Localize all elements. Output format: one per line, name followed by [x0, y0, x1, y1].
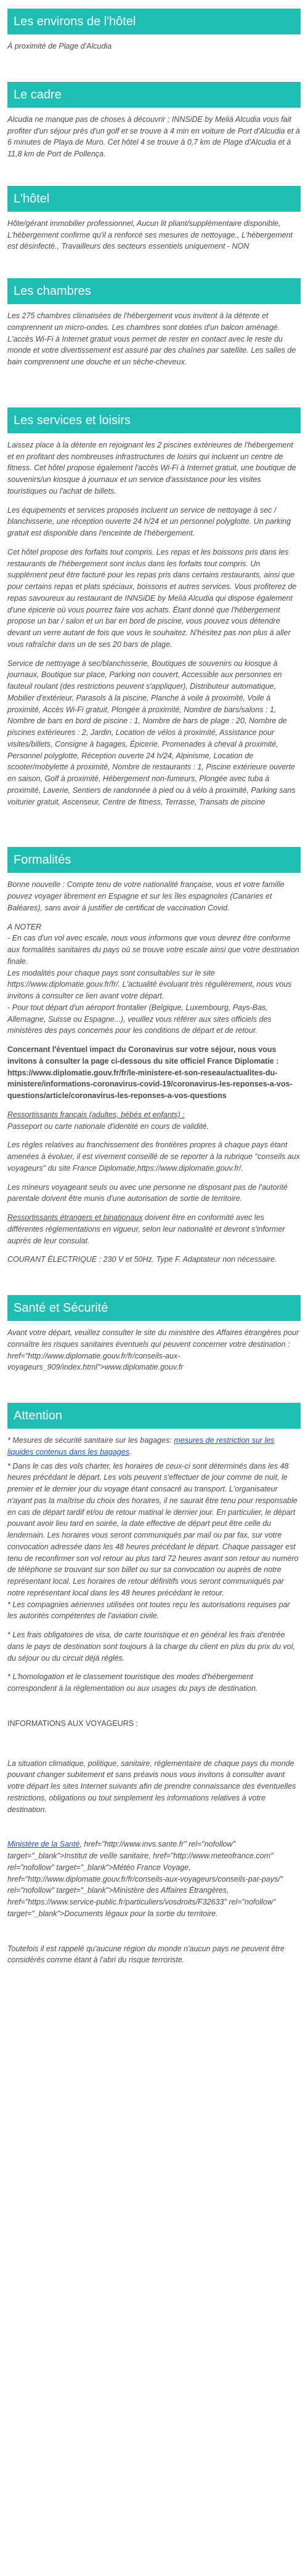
attention-terrorisme: Toutefois il est rappelé qu'aucune région du monde n'aucun pays ne peuvent être considérés comme étant à l'abri du risque terroriste.: [7, 1944, 285, 1965]
formalites-note-label: A NOTER: [7, 922, 42, 931]
services-text-2: Les équipements et services proposés incluent un service de nettoyage à sec / blanchisserie, une réception ouverte 24 h/24 et un personnel polyglotte. Un parking gratuit est disponible dans l'enceinte de l'hébergement.: [7, 505, 291, 537]
section-title-cadre: Le cadre: [7, 82, 301, 108]
liquides-restriction-link[interactable]: mesures de restriction sur les liquides contenus dans les bagages: [7, 1436, 275, 1456]
section-cadre: [0, 73, 308, 175]
formalites-etrangers-text: doivent être en conformité avec les différentes réglementations en vigueur, selon leur nationalité et devront s'informer auprès de leur consulat.: [7, 1213, 285, 1245]
section-services: [0, 399, 308, 823]
section-environs: [0, 0, 308, 67]
cadre-text: Alcudia ne manque pas de choses à découvrir ; INNSiDE by Meliá Alcudia vous fait profiter d'un séjour près d'un golf et se trouve à 4 min en voiture de Port d'Alcudia et à 6 minutes de Playa de Muro. Cet hôtel 4 se trouve à 0,7 km de Plage d'Alcudia et à 11,8 km de Port de Pollença.: [7, 114, 300, 158]
attention-bagages-label: * Mesures de sécurité sanitaire sur les bagages:: [7, 1436, 174, 1445]
section-title-formalites: Formalités: [7, 847, 301, 873]
section-title-environs: Les environs de l'hôtel: [7, 9, 301, 34]
formalites-regles: Les règles relatives au franchissement des frontières propres à chaque pays étant amenées à évoluer, il est vivement conseillé de se reporter à la rubrique "conseils aux voyageurs" du site France Diplomatie,https://www.diplomatie.gouv.fr/.: [7, 1141, 300, 1173]
formalites-ressortissants-label: Ressortissants français (adultes, bébés et enfants) :: [7, 1110, 185, 1119]
section-formalites: [0, 838, 308, 1280]
attention-liens-text: , href="http://www.invs.sante.fr" rel="nofollow" target="_blank">Institut de veille sanitaire, href="http://www.meteofrance.com" rel="nofollow" target="_blank">Météo France Voyage, href="http://www.diplomatie.gouv.fr/fr/conseils-aux-voyageurs/conseils-par-pays/" rel="nofollow" target="_blank">Ministère des Affaires Étrangères, href="https://www.service-public.fr/particuliers/vosdroits/F32633" rel="nofollow" target="_blank">Documents légaux pour la sortie du territoire.: [7, 1840, 283, 1918]
chambres-text: Les 275 chambres climatisées de l'hébergement vous invitent à la détente et comprennent un micro-ondes. Les chambres sont dotées d'un balcon aménagé. L'accès Wi-Fi à Internet gratuit vous permet de rester en contact avec le reste du monde et votre divertissement est assuré par des chaînes par satellite. Les salles de bain comprennent une douche et un sèche-cheveux.: [7, 311, 296, 366]
environs-text: À proximité de Plage d'Alcudia: [7, 42, 112, 50]
section-title-attention: Attention: [7, 1403, 301, 1429]
sante-text: Avant votre départ, veuillez consulter le site du ministère des Affaires étrangères pour connaître les risques sanitaires éventuels qui peuvent concerner votre destination : href="http://www.diplomatie.gouv.fr/fr/conseils-aux-voyageurs_909/index.html">www.diplomatie.gouv.fr: [7, 1328, 299, 1372]
services-amenities-list: Service de nettoyage à sec/blanchisserie, Boutiques de souvenirs ou kiosque à journaux, Boutique sur place, Parking non couvert, Accessible aux personnes en fauteuil roulant (des restrictions peuvent s'appliquer), Distributeur automatique, Mobilier d'extérieur, Parasols à la piscine, Planche à voile à proximité, Voile à proximité, Accès Wi-Fi gratuit, Plongée à proximité, Nombre de bars/salons : 1, Nombre de bars en bord de piscine : 1, Nombre de bars de plage : 20, Nombre de piscines extérieures : 2, Jardin, Location de vélos à proximité, Assistance pour visites/billets, Consigne à bagages, Épicerie, Promenades à cheval à proximité, Personnel polyglotte, Réception ouverte 24 h/24, Alpinisme, Location de scooter/mobylette à proximité, Nombre de restaurants : 1, Piscine extérieure ouverte en saison, Golf à proximité, Hébergement non-fumeurs, Plongée avec tuba à proximité, Laverie, Sentiers de randonnée à pied ou à vélo à proximité, Parking sans voiturier gratuit, Ascenseur, Centre de fitness, Terrasse, Transats de piscine: [7, 659, 296, 806]
attention-compagnies: * Les compagnies aériennes utilisées ont toutes reçu les autorisations requises par les autorités compétentes de l'aviation civile.: [7, 1600, 290, 1621]
attention-situation: La situation climatique, politique, sanitaire, réglementaire de chaque pays du monde pouvant changer subitement et sans préavis nous vous invitons à consulter avant votre départ les sites Internet suivants afin de prendre connaissance des éventuelles restrictions, obligations ou tout simplement les informations relatives à votre destination.: [7, 1759, 296, 1814]
attention-frais: * Les frais obligatoires de visa, de carte touristique et en général les frais d'entrée dans le pays de destination sont toujours à la charge du client en plus du prix du vol, du séjour ou du circuit déjà réglés.: [7, 1631, 295, 1663]
section-attention: [0, 1394, 308, 1981]
formalites-text-frontalier: - Pour tout départ d'un aéroport frontalier (Belgique, Luxembourg, Pays-Bas, Allemagne, Suisse ou Espagne...), veuillez vous référer aux sites officiels des ministères des pays concernés pour les conditions de départ et de retour.: [7, 1003, 272, 1035]
formalites-text-1: Bonne nouvelle : Compte tenu de votre nationalité française, vous et votre famille pouvez voyager librement en Espagne et sur les îles espagnoles (Canaries et Baléares), sans avoir à justifier de certificat de vaccination Covid.: [7, 880, 285, 912]
formalites-text-modalites: Les modalités pour chaque pays sont consultables sur le site https://www.diplomatie.gouv.fr/fr/. L'actualité évoluant très régulièrement, nous vous invitons à consulter ce lien avant votre départ.: [7, 968, 292, 1000]
formalites-ressortissants-doc: Passeport ou carte nationale d'identité en cours de validité.: [7, 1121, 209, 1131]
attention-bagages-end: .: [129, 1447, 132, 1456]
hotel-text: Hôte/gérant immobilier professionnel, Aucun lit pliant/supplémentaire disponible, L'hébergement confirme qu'il a renforcé ses mesures de nettoyage., L'hébergement est désinfecté., Travailleurs des secteurs essentiels uniquement - NON: [7, 219, 293, 251]
section-chambres: [0, 270, 308, 383]
attention-homologation: * L'homologation et le classement touristique des modes d'hébergement correspondent à la réglementation ou aux usages du pays de destination.: [7, 1672, 258, 1693]
formalites-coronavirus: Concernant l'éventuel impact du Coronavirus sur votre séjour, nous vous invitons à consulter la page ci-dessous du site officiel France Diplomatie : https://www.diplomatie.gouv.fr/fr/le-ministere-et-son-reseau/actualites-du-ministere/informations-coronavirus-covid-19/coronavirus-les-reponses-a-vos-questions/article/coronavirus-les-reponses-a-vos-questions: [7, 1045, 293, 1100]
formalites-etrangers: [7, 1212, 301, 1246]
section-title-hotel: L'hôtel: [7, 186, 301, 212]
formalites-courant: COURANT ÉLECTRIQUE : 230 V et 50Hz. Type F. Adaptateur non nécessaire.: [7, 1255, 277, 1264]
section-sante: [0, 1286, 308, 1388]
attention-infos-voyageurs: INFORMATIONS AUX VOYAGEURS :: [7, 1719, 139, 1728]
section-title-chambres: Les chambres: [7, 278, 301, 304]
formalites-etrangers-label: Ressortissants étrangers et binationaux: [7, 1213, 143, 1222]
formalites-mineurs: Les mineurs voyageant seuls ou avec une personne ne disposant pas de l'autorité parentale doivent être munis d'une autorisation de sortie de territoire.: [7, 1182, 288, 1203]
attention-vols-charter: * Dans le cas des vols charter, les horaires de ceux-ci sont déterminés dans les 48 heures précédant le départ. Les vols peuvent s'effectuer de jour comme de nuit, le premier et le dernier jour du voyage étant consacré au transport. L'organisateur n'ayant pas la maîtrise du choix des horaires, il ne saurait être tenu pour responsable en cas de départ tardif et/ou de retour matinal le dernier jour. En particulier, le départ pouvant avoir lieu tard en soirée, la date effective de départ peut être celle du lendemain. Les horaires vous seront communiqués par mail ou par fax, sur votre convocation adressée dans les 48 heures précédant le départ. Chaque passager est tenu de reconfirmer son vol retour au plus tard 72 heures avant son retour au numéro de téléphone se trouvant sur son billet ou sur sa convocation ou auprès de notre représentant local. Les horaires de retour définitifs vous seront communiqués par notre représentant local dans les 48 heures précédant le retour.: [7, 1461, 299, 1597]
attention-liens: [7, 1839, 301, 1919]
section-title-services: Les services et loisirs: [7, 407, 301, 433]
services-text-1: Laissez place à la détente en rejoignant les 2 piscines extérieures de l'hébergement et en profitant des nombreuses infrastructures de loisirs qui incluent un centre de fitness. Cet hôtel propose également l'accès Wi-Fi à Internet gratuit, une boutique de souvenirs/un kiosque à journaux et un service d'assistance pour les visites touristiques ou l'achat de billets.: [7, 440, 296, 496]
section-title-sante: Santé et Sécurité: [7, 1295, 301, 1321]
ministere-sante-link[interactable]: Ministère de la Santé: [7, 1840, 80, 1849]
formalites-text-escale: - En cas d'un vol avec escale, nous vous informons que vous devrez être conforme aux formalités sanitaires du pays où se trouve votre escale ainsi que votre destination finale.: [7, 934, 299, 966]
services-text-3: Cet hôtel propose des forfaits tout compris. Les repas et les boissons pris dans les restaurants de l'hébergement sont inclus dans les forfaits tout compris. Un supplément peut être facturé pour les repas pris dans certains restaurants, ainsi que pour certains repas et plats spéciaux, boissons et autres services. Vous profiterez de repas savoureux au restaurant de INNSiDE by Meliá Alcudia qui dispose également d'une épicerie où vous pourrez faire vos achats. Étant donné que l'hébergement propose un bar / salon et un bar en bord de piscine, vous pouvez vous détendre devant un verre autant de fois que vous le souhaitez. N'hésitez pas non plus à aller vous rafraîchir dans un de ses 20 bars de plage.: [7, 547, 297, 649]
section-hotel: [0, 177, 308, 267]
attention-bagages: [7, 1435, 301, 1458]
